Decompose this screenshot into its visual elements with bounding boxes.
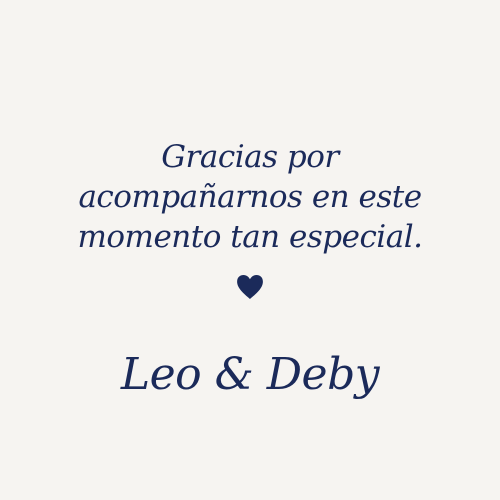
couple-names: Leo & Deby	[120, 349, 380, 400]
thank-you-message	[0, 137, 500, 257]
message-line-2: acompañarnos en este	[78, 179, 422, 215]
heart-icon	[236, 274, 264, 300]
message-line-3: momento tan especial.	[77, 219, 423, 255]
heart-shape	[237, 275, 263, 299]
message-line-1: Gracias por	[161, 139, 339, 175]
